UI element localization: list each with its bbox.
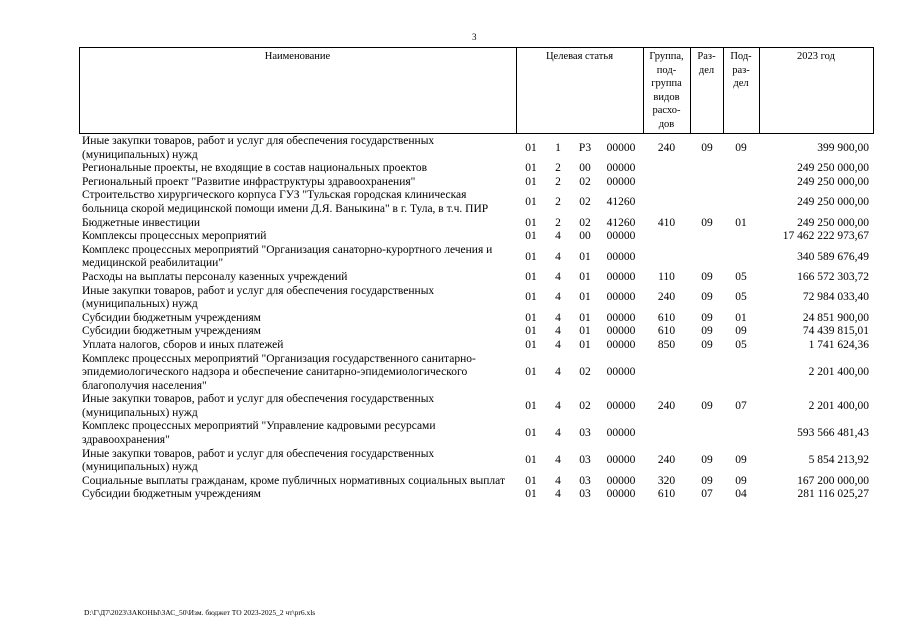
- cell-expense-group: 240: [657, 141, 676, 154]
- row-name: Строительство хирургического корпуса ГУЗ "Тульская городская клиническая больница скорой медицинской помощи имени Д.Я. Ваныкина" в г. Тула, в т.ч. ПИР: [82, 189, 489, 215]
- cell-program-code: 01: [525, 454, 537, 467]
- cell-section: 09: [701, 311, 713, 324]
- cell-section: 09: [701, 291, 713, 304]
- header-name: Наименование: [264, 51, 331, 62]
- table-row: [79, 189, 874, 216]
- cell-project-code: 02: [579, 366, 591, 379]
- cell-subprogram-code: 1: [555, 141, 561, 154]
- cell-amount: 2 201 400,00: [808, 366, 869, 379]
- cell-direction-code: 00000: [606, 162, 636, 175]
- cell-direction-code: 00000: [606, 141, 636, 154]
- cell-direction-code: 00000: [606, 311, 636, 324]
- cell-subprogram-code: 4: [555, 427, 561, 440]
- cell-subsection: 04: [735, 488, 747, 501]
- cell-subprogram-code: 4: [555, 474, 561, 487]
- row-name: Иные закупки товаров, работ и услуг для обеспечения государственных (муниципальных) нужд: [82, 447, 435, 474]
- table-header: [79, 47, 874, 134]
- header-section: [690, 50, 723, 77]
- cell-project-code: 01: [579, 270, 591, 283]
- cell-direction-code: 00000: [606, 366, 636, 379]
- cell-project-code: 03: [579, 474, 591, 487]
- cell-direction-code: 00000: [606, 250, 636, 263]
- cell-project-code: 01: [579, 250, 591, 263]
- cell-subsection: 01: [735, 311, 747, 324]
- cell-subprogram-code: 4: [555, 454, 561, 467]
- header-expense-group: [643, 50, 690, 131]
- row-name: Уплата налогов, сборов и иных платежей: [82, 338, 284, 351]
- row-name: Региональный проект "Развитие инфраструктуры здравоохранения": [82, 175, 416, 188]
- header-text: Под-: [730, 51, 752, 62]
- cell-subsection: 05: [735, 270, 747, 283]
- cell-direction-code: 00000: [606, 454, 636, 467]
- cell-project-code: Р3: [578, 141, 592, 154]
- cell-program-code: 01: [525, 175, 537, 188]
- cell-subsection: 05: [735, 338, 747, 351]
- cell-section: 09: [701, 270, 713, 283]
- cell-section: 09: [701, 474, 713, 487]
- cell-program-code: 01: [525, 366, 537, 379]
- cell-project-code: 01: [579, 291, 591, 304]
- row-name: Региональные проекты, не входящие в состав национальных проектов: [82, 162, 428, 175]
- cell-expense-group: 240: [657, 291, 676, 304]
- header-text: группа: [651, 78, 682, 89]
- cell-program-code: 01: [525, 427, 537, 440]
- cell-subprogram-code: 2: [555, 162, 561, 175]
- cell-subsection: 09: [735, 474, 747, 487]
- cell-subsection: 01: [735, 216, 747, 229]
- cell-direction-code: 41260: [606, 196, 636, 209]
- cell-program-code: 01: [525, 141, 537, 154]
- table-row: [79, 162, 874, 176]
- table-row: [79, 285, 874, 312]
- cell-program-code: 01: [525, 162, 537, 175]
- row-name: Бюджетные инвестиции: [82, 216, 201, 229]
- header-year: 2023 год: [797, 51, 835, 62]
- table-row: [79, 217, 874, 231]
- cell-program-code: 01: [525, 216, 537, 229]
- cell-project-code: 01: [579, 311, 591, 324]
- row-name: Иные закупки товаров, работ и услуг для обеспечения государственных (муниципальных) нужд: [82, 135, 435, 161]
- cell-program-code: 01: [525, 400, 537, 413]
- cell-expense-group: 610: [657, 311, 676, 324]
- cell-direction-code: 00000: [606, 325, 636, 338]
- cell-expense-group: 240: [657, 454, 676, 467]
- cell-amount: 399 900,00: [817, 141, 869, 154]
- cell-program-code: 01: [525, 291, 537, 304]
- page-number: 3: [472, 32, 477, 42]
- cell-amount: 167 200 000,00: [797, 474, 869, 487]
- cell-direction-code: 00000: [606, 270, 636, 283]
- cell-subsection: 09: [735, 325, 747, 338]
- header-text: дов: [658, 118, 675, 130]
- cell-section: 07: [701, 488, 713, 501]
- header-target-article: Целевая статья: [545, 51, 614, 62]
- cell-project-code: 02: [579, 400, 591, 413]
- cell-program-code: 01: [525, 325, 537, 338]
- cell-expense-group: 610: [657, 325, 676, 338]
- cell-program-code: 01: [525, 474, 537, 487]
- cell-expense-group: 240: [657, 400, 676, 413]
- cell-direction-code: 00000: [606, 230, 636, 243]
- cell-subsection: 05: [735, 291, 747, 304]
- table-row: [79, 176, 874, 190]
- table-row: [79, 244, 874, 271]
- cell-direction-code: 00000: [606, 400, 636, 413]
- cell-amount: 24 851 900,00: [802, 311, 869, 324]
- cell-amount: 249 250 000,00: [797, 216, 869, 229]
- cell-expense-group: 110: [658, 270, 675, 283]
- cell-subsection: 07: [735, 400, 747, 413]
- cell-amount: 74 439 815,01: [802, 325, 869, 338]
- header-text: расхо-: [652, 105, 681, 116]
- cell-amount: 166 572 303,72: [797, 270, 869, 283]
- cell-subprogram-code: 4: [555, 270, 561, 283]
- cell-amount: 1 741 624,36: [808, 338, 869, 351]
- cell-direction-code: 00000: [606, 291, 636, 304]
- cell-project-code: 01: [579, 325, 591, 338]
- row-name: Социальные выплаты гражданам, кроме публичных нормативных социальных выплат: [82, 474, 505, 487]
- header-text: Группа,: [649, 51, 684, 62]
- row-name: Иные закупки товаров, работ и услуг для обеспечения государственных (муниципальных) нужд: [82, 393, 435, 419]
- cell-subprogram-code: 4: [555, 291, 561, 304]
- cell-section: 09: [701, 325, 713, 338]
- header-text: дел: [733, 78, 749, 89]
- row-name: Комплексы процессных мероприятий: [82, 230, 267, 243]
- table-row: [79, 448, 874, 475]
- cell-subsection: 09: [735, 454, 747, 467]
- header-text: Раз-: [697, 51, 716, 62]
- row-name: Расходы на выплаты персоналу казенных учреждений: [82, 270, 348, 283]
- cell-subprogram-code: 2: [555, 216, 561, 229]
- cell-project-code: 01: [579, 338, 591, 351]
- cell-direction-code: 41260: [606, 216, 636, 229]
- cell-project-code: 02: [579, 175, 591, 188]
- cell-subprogram-code: 4: [555, 325, 561, 338]
- cell-expense-group: 610: [657, 488, 676, 501]
- budget-table: [79, 47, 874, 502]
- file-path-footer: D:\Г\Д7\2023\ЗАКОНЫ\ЗАС_50\Изм. бюджет ТО 2023-2025_2 чт\pr6.xls: [84, 608, 316, 617]
- cell-direction-code: 00000: [606, 474, 636, 487]
- cell-program-code: 01: [525, 338, 537, 351]
- row-name: Комплекс процессных мероприятий "Организация санаторно-курортного лечения и медицинской реабилитации": [82, 243, 493, 270]
- cell-subprogram-code: 4: [555, 488, 561, 501]
- row-name: Иные закупки товаров, работ и услуг для обеспечения государственных (муниципальных) нужд: [82, 284, 435, 311]
- cell-project-code: 03: [579, 488, 591, 501]
- cell-amount: 249 250 000,00: [797, 196, 869, 209]
- cell-project-code: 02: [579, 196, 591, 209]
- cell-direction-code: 00000: [606, 338, 636, 351]
- cell-expense-group: 850: [657, 338, 676, 351]
- cell-project-code: 03: [579, 427, 591, 440]
- cell-subprogram-code: 4: [555, 250, 561, 263]
- header-text: видов: [653, 91, 680, 103]
- cell-amount: 593 566 481,43: [797, 427, 869, 440]
- cell-direction-code: 00000: [606, 488, 636, 501]
- cell-section: 09: [701, 454, 713, 467]
- cell-program-code: 01: [525, 250, 537, 263]
- cell-direction-code: 00000: [606, 175, 636, 188]
- table-row: [79, 488, 874, 502]
- table-row: [79, 393, 874, 420]
- column-divider: [873, 48, 874, 133]
- cell-subprogram-code: 4: [555, 338, 561, 351]
- table-row: [79, 135, 874, 162]
- cell-subprogram-code: 4: [555, 366, 561, 379]
- header-text: раз-: [732, 64, 750, 76]
- row-name: Субсидии бюджетным учреждениям: [82, 311, 261, 324]
- table-row: [79, 271, 874, 285]
- table-row: [79, 475, 874, 489]
- table-row: [79, 353, 874, 394]
- cell-section: 09: [701, 216, 713, 229]
- row-name: Комплекс процессных мероприятий "Управление кадровыми ресурсами здравоохранения": [82, 420, 436, 447]
- cell-amount: 17 462 222 973,67: [782, 230, 869, 243]
- cell-program-code: 01: [525, 270, 537, 283]
- table-row: [79, 420, 874, 447]
- header-subsection: [723, 50, 759, 91]
- cell-expense-group: 320: [657, 474, 676, 487]
- row-name: Субсидии бюджетным учреждениям: [82, 488, 261, 501]
- cell-section: 09: [701, 141, 713, 154]
- cell-subsection: 09: [735, 141, 747, 154]
- table-row: [79, 230, 874, 244]
- cell-amount: 5 854 213,92: [808, 454, 869, 467]
- cell-subprogram-code: 2: [555, 196, 561, 209]
- cell-amount: 72 984 033,40: [802, 291, 869, 304]
- cell-project-code: 00: [579, 230, 591, 243]
- cell-amount: 249 250 000,00: [797, 175, 869, 188]
- cell-subprogram-code: 4: [555, 311, 561, 324]
- cell-amount: 249 250 000,00: [797, 162, 869, 175]
- header-text: дел: [698, 64, 715, 76]
- cell-expense-group: 410: [657, 216, 676, 229]
- cell-amount: 281 116 025,27: [797, 488, 869, 501]
- cell-section: 09: [701, 400, 713, 413]
- cell-section: 09: [701, 338, 713, 351]
- cell-direction-code: 00000: [606, 427, 636, 440]
- cell-project-code: 02: [579, 216, 591, 229]
- cell-amount: 2 201 400,00: [808, 400, 869, 413]
- cell-program-code: 01: [525, 230, 537, 243]
- table-body: [79, 135, 874, 502]
- cell-amount: 340 589 676,49: [797, 250, 869, 263]
- cell-subprogram-code: 2: [555, 175, 561, 188]
- cell-project-code: 03: [579, 454, 591, 467]
- table-row: [79, 339, 874, 353]
- cell-subprogram-code: 4: [555, 230, 561, 243]
- cell-program-code: 01: [525, 311, 537, 324]
- row-name: Комплекс процессных мероприятий "Организация государственного санитарно-эпидемиологического надзора и обеспечение санитарно-эпидемиологического благополучия населения": [82, 352, 476, 392]
- cell-program-code: 01: [525, 196, 537, 209]
- cell-program-code: 01: [525, 488, 537, 501]
- cell-subprogram-code: 4: [555, 400, 561, 413]
- table-row: [79, 325, 874, 339]
- cell-project-code: 00: [579, 162, 591, 175]
- row-name: Субсидии бюджетным учреждениям: [82, 325, 261, 338]
- header-text: под-: [656, 64, 677, 76]
- table-row: [79, 312, 874, 326]
